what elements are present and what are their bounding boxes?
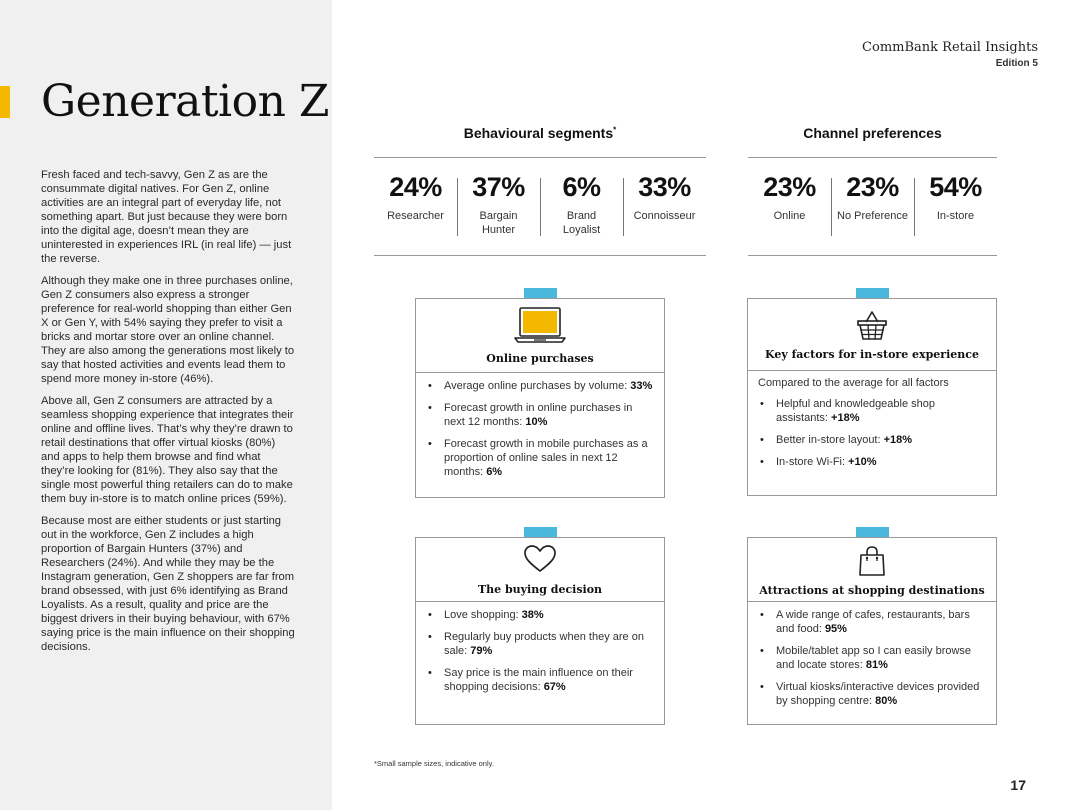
card-title: Attractions at shopping destinations bbox=[759, 584, 985, 597]
stat-label: Bargain Hunter bbox=[479, 210, 518, 236]
stat-online bbox=[748, 158, 831, 255]
laptop-icon bbox=[514, 306, 566, 344]
card-title: Online purchases bbox=[486, 352, 594, 365]
item-value: 10% bbox=[525, 416, 548, 428]
stat-brand-loyalist bbox=[540, 158, 623, 255]
page-title: Generation Z bbox=[41, 76, 329, 127]
stat-value: 33% bbox=[638, 172, 691, 202]
list-item bbox=[426, 666, 654, 694]
card-instore-factors bbox=[747, 298, 997, 496]
card-header bbox=[748, 299, 996, 371]
item-text: Regularly buy products when they are on sale: bbox=[444, 631, 644, 657]
behavioural-stats bbox=[374, 157, 706, 256]
behavioural-title: Behavioural segments bbox=[463, 125, 614, 141]
footnote: *Small sample sizes, indicative only. bbox=[374, 759, 494, 768]
item-text: Forecast growth in online purchases in next 12 months: bbox=[444, 402, 633, 428]
list-item bbox=[758, 397, 986, 425]
card-title: The buying decision bbox=[477, 583, 603, 596]
card-body bbox=[748, 371, 996, 469]
stat-researcher bbox=[374, 158, 457, 255]
list-item bbox=[758, 608, 986, 636]
list-item bbox=[426, 379, 654, 393]
channel-heading bbox=[748, 125, 997, 141]
card-attractions bbox=[747, 537, 997, 725]
stat-label: In-store bbox=[936, 210, 975, 222]
item-value: +10% bbox=[848, 456, 877, 468]
card-note: Compared to the average for all factors bbox=[758, 377, 949, 389]
item-value: 81% bbox=[865, 659, 888, 671]
card-buying-decision bbox=[415, 537, 665, 725]
brand-name: CommBank Retail Insights bbox=[862, 40, 1038, 55]
list-item bbox=[758, 644, 986, 672]
item-text: Better in-store layout: bbox=[776, 434, 884, 446]
list-item bbox=[426, 437, 654, 479]
card-body bbox=[416, 373, 664, 479]
item-value: 6% bbox=[486, 466, 503, 478]
brand-header bbox=[862, 40, 1038, 69]
card-tab bbox=[524, 288, 557, 298]
list-item bbox=[758, 433, 986, 447]
heart-icon bbox=[523, 544, 557, 574]
card-body bbox=[416, 602, 664, 694]
stat-value: 23% bbox=[763, 172, 816, 202]
intro-paragraph: Although they make one in three purchases online, Gen Z consumers also express a stronger preference for real-world shopping than either Gen X or Gen Y, with 54% saying they prefer to visit a bricks and mortar store over an online channel. They are also among the generations most likely to say that hosted activities and events lead them to spend more money in-store (46%). bbox=[41, 275, 295, 385]
stat-label: Connoisseur bbox=[633, 210, 696, 222]
stat-label: Researcher bbox=[387, 210, 444, 222]
stat-value: 37% bbox=[472, 172, 525, 202]
item-value: 33% bbox=[630, 380, 653, 392]
stat-no-preference bbox=[831, 158, 914, 255]
footnote-marker: * bbox=[613, 125, 617, 135]
list-item bbox=[426, 401, 654, 429]
item-text: A wide range of cafes, restaurants, bars and food: bbox=[776, 609, 970, 635]
item-text: Love shopping: bbox=[444, 609, 522, 621]
intro-paragraph: Above all, Gen Z consumers are attracted by a seamless shopping experience that integrates their online and offline lives. That’s why they’re drawn to retail destinations that offer virtual kiosks (80%) and apps to help them browse and find what they’re looking for (81%). They also say that the single most powerful thing retailers can do to make them buy in-store is to match online prices (59%). bbox=[41, 395, 294, 505]
item-value: +18% bbox=[831, 412, 860, 424]
item-value: 95% bbox=[824, 623, 847, 635]
channel-title: Channel preferences bbox=[803, 125, 942, 141]
stat-value: 6% bbox=[562, 172, 601, 202]
item-value: 67% bbox=[543, 681, 566, 693]
card-header bbox=[416, 299, 664, 373]
card-title: Key factors for in-store experience bbox=[765, 348, 979, 361]
stat-label: Brand Loyalist bbox=[562, 210, 601, 236]
brand-edition: Edition 5 bbox=[995, 58, 1038, 69]
item-text: Virtual kiosks/interactive devices provided by shopping centre: bbox=[776, 681, 980, 707]
item-text: In-store Wi-Fi: bbox=[776, 456, 849, 468]
list-item bbox=[426, 608, 654, 622]
list-item bbox=[758, 455, 986, 469]
card-tab bbox=[856, 527, 889, 537]
shopping-bag-icon bbox=[858, 545, 886, 577]
card-header bbox=[748, 538, 996, 602]
card-header bbox=[416, 538, 664, 602]
stat-value: 23% bbox=[846, 172, 899, 202]
item-text: Mobile/tablet app so I can easily browse and locate stores: bbox=[776, 645, 972, 671]
item-value: 80% bbox=[875, 695, 898, 707]
stat-label: No Preference bbox=[837, 210, 908, 222]
intro-paragraph: Fresh faced and tech-savvy, Gen Z as are the consummate digital natives. For Gen Z, online activities are an integral part of everyday life, not something apart. But just because they were born into the digital age, doesn’t mean they are uninterested in experiences IRL (in real life) — just the reverse. bbox=[41, 169, 292, 265]
list-item bbox=[426, 630, 654, 658]
intro-text bbox=[41, 168, 295, 662]
stat-bargain-hunter bbox=[457, 158, 540, 255]
item-value: 38% bbox=[521, 609, 544, 621]
item-value: +18% bbox=[883, 434, 913, 446]
behavioural-heading bbox=[374, 125, 706, 141]
card-body bbox=[748, 602, 996, 708]
channel-stats bbox=[748, 157, 997, 256]
card-tab bbox=[856, 288, 889, 298]
bullet-list bbox=[758, 397, 986, 469]
item-value: 79% bbox=[470, 645, 493, 657]
item-text: Say price is the main influence on their shopping decisions: bbox=[444, 667, 633, 693]
item-text: Forecast growth in mobile purchases as a proportion of online sales in next 12 months: bbox=[444, 438, 648, 478]
item-text: Helpful and knowledgeable shop assistants: bbox=[776, 398, 936, 424]
stat-value: 54% bbox=[929, 172, 982, 202]
intro-paragraph: Because most are either students or just starting out in the workforce, Gen Z includes a high proportion of Bargain Hunters (37%) and Researchers (24%). And while they may be the Instagram generation, Gen Z shoppers are far from brand obsessed, with just 6% identifying as Brand Loyalists. As a result, quality and price are the biggest drivers in their buying behaviour, with 67% saying price is the main influence on their shopping decisions. bbox=[41, 515, 295, 653]
stat-in-store bbox=[914, 158, 997, 255]
bullet-list bbox=[426, 379, 654, 479]
accent-bar bbox=[0, 86, 10, 118]
card-online-purchases bbox=[415, 298, 665, 498]
stat-connoisseur bbox=[623, 158, 706, 255]
item-text: Average online purchases by volume: bbox=[444, 380, 631, 392]
basket-icon bbox=[855, 308, 889, 342]
stat-value: 24% bbox=[389, 172, 442, 202]
bullet-list bbox=[758, 608, 986, 708]
list-item bbox=[758, 680, 986, 708]
bullet-list bbox=[426, 608, 654, 694]
stat-label: Online bbox=[773, 210, 806, 222]
card-tab bbox=[524, 527, 557, 537]
page-number: 17 bbox=[1010, 777, 1026, 793]
